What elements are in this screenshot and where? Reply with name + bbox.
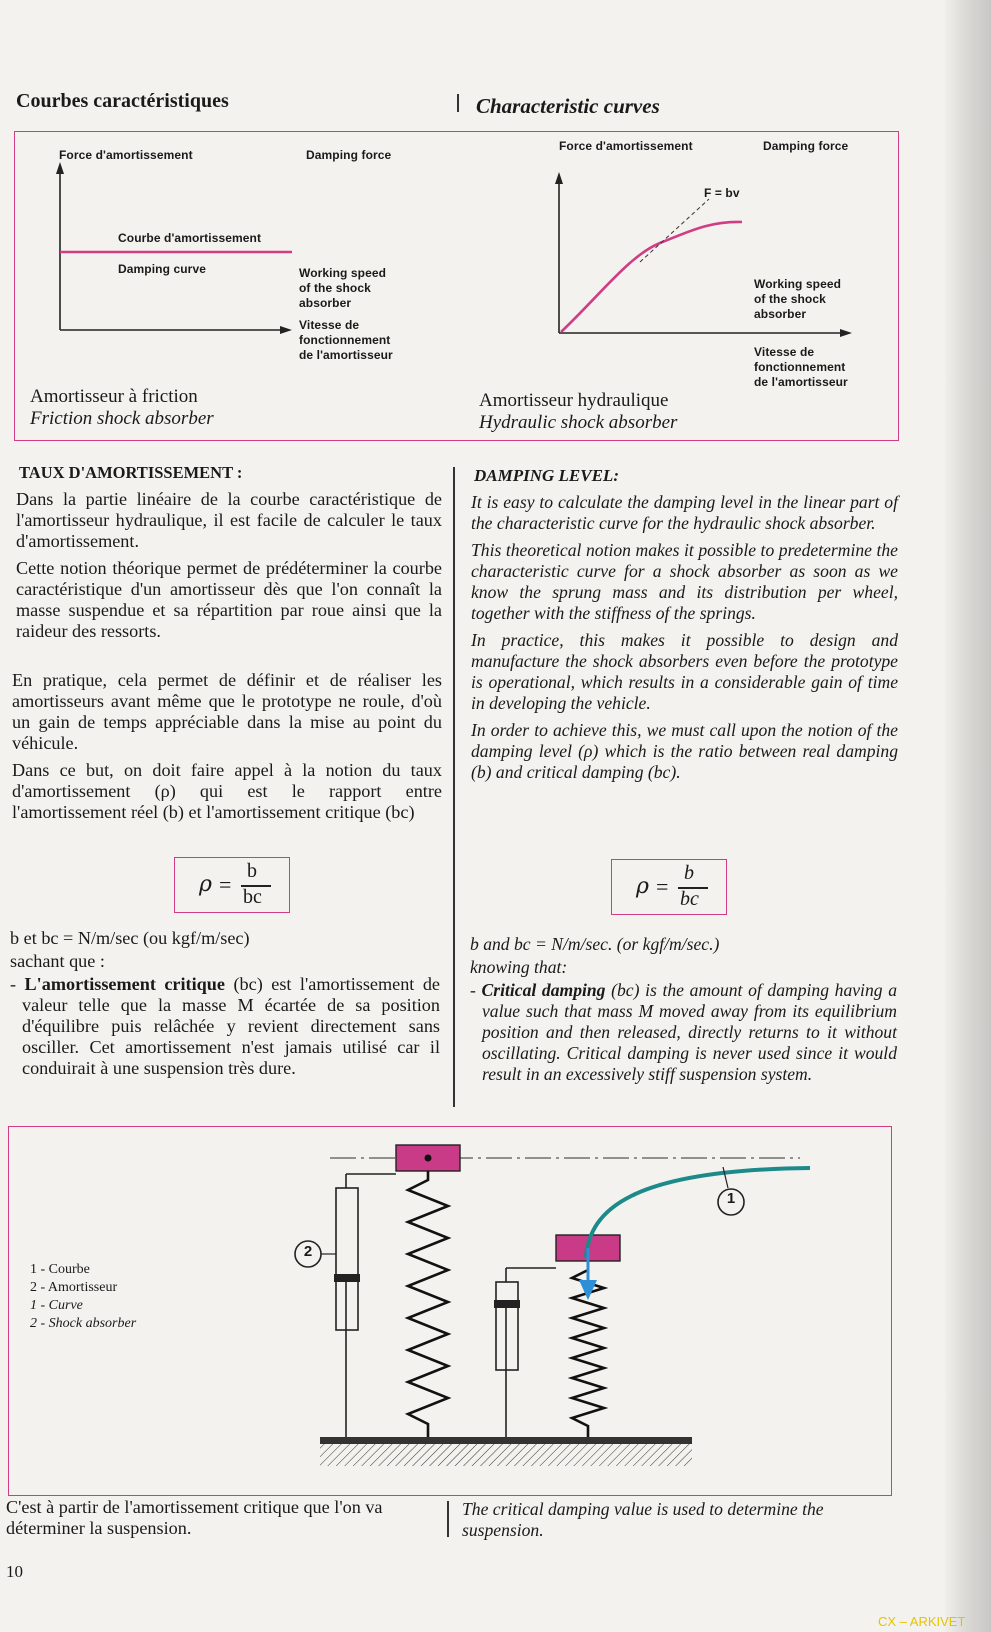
legend-item-fr-2: 2 - Amortisseur (30, 1280, 118, 1295)
column-en (471, 466, 898, 783)
closing-en: The critical damping value is used to determine the suspension. (462, 1499, 824, 1540)
column-divider (453, 467, 455, 1107)
hydraulic-ylabel-fr: Force d'amortissement (559, 139, 693, 153)
hydraulic-formula-label: F = bv (704, 186, 740, 200)
en-paragraph-1: It is easy to calculate the damping level in the linear part of the characteristic curve for the hydraulic shock absorber. (471, 492, 898, 533)
page-number: 10 (6, 1562, 23, 1581)
archive-credit: CX – ARKIVET (878, 1614, 966, 1629)
formula-denominator-en: bc (680, 888, 699, 910)
en-bullet-term: Critical damping (481, 980, 606, 1000)
en-paragraph-3: In practice, this makes it possible to design and manufacture the shock absorbers even before the prototype is operational, which results in a considerable gain of time in developing the vehicle. (471, 630, 898, 713)
friction-curve-label-fr: Courbe d'amortissement (118, 231, 262, 245)
fr-units: b et bc = N/m/sec (ou kgf/m/sec) (10, 928, 250, 948)
heading-en: DAMPING LEVEL: (474, 466, 619, 485)
fr-knowing: sachant que : (10, 951, 105, 971)
en-bullet: - Critical damping (bc) is the amount of damping having a value such that mass M moved away from its equilibrium position and then released, directly returns to it without oscillating. Critical damping is never used since it would result in an excessively stiff suspension system. (470, 980, 897, 1084)
right-shock-absorber (496, 1282, 518, 1370)
fr-bullet-term: L'amortissement critique (24, 974, 225, 994)
ground-line (320, 1437, 692, 1444)
section-title-fr: Courbes caractéristiques (16, 90, 229, 112)
hydraulic-ylabel-en: Damping force (763, 139, 849, 153)
hydraulic-chart (470, 135, 890, 440)
formula-equals: = (219, 872, 232, 897)
friction-ylabel-en: Damping force (306, 148, 392, 162)
ground-hatching (320, 1444, 692, 1466)
formula-numerator-en: b (684, 862, 694, 884)
friction-curve-label-en: Damping curve (118, 262, 206, 276)
en-units: b and bc = N/m/sec. (or kgf/m/sec.) (470, 934, 720, 954)
closing-fr: C'est à partir de l'amortissement critique que l'on va déterminer la suspension. (6, 1497, 383, 1538)
marker-1-label: 1 (726, 1190, 736, 1207)
friction-xlabel-en: Working speed of the shock absorber (299, 266, 387, 310)
en-bullet-text: (bc) is the amount of damping having a value such that mass M moved away from its equilibrium position and then released, directly returns to it without oscillating. Critical damping is never used since it would result in an excessively stiff suspension system. (482, 980, 897, 1084)
friction-chart (30, 140, 450, 440)
formula-box-fr (174, 857, 290, 913)
legend-item-en-2: 2 - Shock absorber (30, 1316, 137, 1331)
en-knowing: knowing that: (470, 957, 568, 977)
legend-item-fr-1: 1 - Courbe (30, 1262, 90, 1277)
en-paragraph-4: In order to achieve this, we must call upon the notion of the damping level (ρ) which is the ratio between real damping (b) and critical damping (bc). (471, 720, 898, 782)
fr-bullet-text: (bc) est l'amortissement de valeur telle que la masse M écartée de sa position d'équilibre puis relâchée y revient directement sans osciller. Cet amortissement n'est jamais utilisé car il conduirait à une suspension très dure. (22, 974, 440, 1078)
fr-paragraph-2: Cette notion théorique permet de prédéterminer la courbe caractéristique d'un amortisseur dès que l'on connaît la masse suspendue et sa répartition par roue ainsi que la raideur des ressorts. (16, 558, 442, 641)
fr-bullet: - L'amortissement critique (bc) est l'amortissement de valeur telle que la masse M écartée de sa position d'équilibre puis relâchée y revient directement sans osciller. Cet amortissement n'est jamais utilisé car il conduirait à une suspension très dure. (10, 974, 440, 1078)
marker-2-label: 2 (303, 1243, 313, 1260)
hydraulic-damping-curve (561, 222, 742, 332)
friction-caption: Amortisseur à friction Friction shock absorber (30, 386, 214, 429)
heading-fr: TAUX D'AMORTISSEMENT : (19, 463, 243, 482)
linear-tangent-line (640, 199, 709, 262)
formula-rho-en: ρ (636, 874, 649, 899)
hydraulic-caption: Amortisseur hydraulique Hydraulic shock absorber (479, 390, 678, 433)
formula-box-en (611, 859, 727, 915)
en-paragraph-2: This theoretical notion makes it possible to predetermine the characteristic curve for a shock absorber as soon as we know the sprung mass and its distribution per wheel, together with the stiffness of the springs. (471, 540, 898, 623)
fr-paragraph-3: En pratique, cela permet de définir et de réaliser les amortisseurs avant même que le prototype ne roule, d'où un gain de temps appréciable dans la mise au point du véhicule. (12, 670, 442, 753)
closing-divider (447, 1501, 449, 1537)
column-en-lower (470, 934, 897, 1085)
section-title-en: Characteristic curves (476, 94, 660, 118)
diagram-legend (30, 1261, 136, 1333)
title-divider (457, 94, 459, 112)
hydraulic-xlabel-en: Working speed of the shock absorber (754, 277, 842, 321)
formula-denominator: bc (243, 886, 262, 908)
formula-rho: ρ (199, 872, 212, 897)
formula-numerator: b (247, 860, 257, 882)
column-fr-lower (10, 928, 440, 1079)
friction-xlabel-fr: Vitesse de fonctionnement de l'amortisseur (299, 318, 393, 362)
friction-ylabel-fr: Force d'amortissement (59, 148, 193, 162)
column-fr (12, 463, 442, 823)
fr-paragraph-4: Dans ce but, on doit faire appel à la notion du taux d'amortissement (ρ) qui est le rapport entre l'amortissement réel (b) et l'amortissement critique (bc) (12, 760, 442, 822)
left-spring (408, 1171, 448, 1437)
fr-paragraph-1: Dans la partie linéaire de la courbe caractéristique de l'amortisseur hydraulique, il est facile de calculer le taux d'amortissement. (16, 489, 442, 551)
left-shock-absorber (336, 1188, 358, 1330)
formula-equals-en: = (656, 874, 669, 899)
legend-item-en-1: 1 - Curve (30, 1298, 83, 1313)
hydraulic-xlabel-fr: Vitesse de fonctionnement de l'amortisseur (754, 345, 848, 389)
page-edge (945, 0, 991, 1632)
suspension-diagram (290, 1130, 850, 1490)
